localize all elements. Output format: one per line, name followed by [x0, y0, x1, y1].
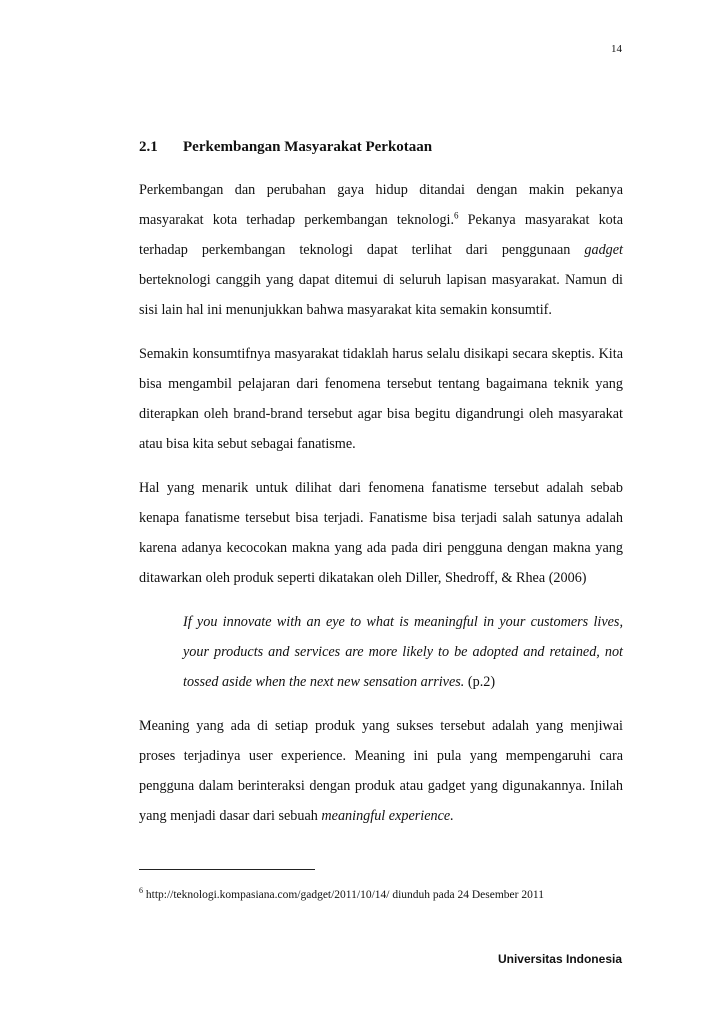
paragraph-1: [139, 175, 623, 325]
paragraph-3: Hal yang menarik untuk dilihat dari fenomena fanatisme tersebut adalah sebab kenapa fanatisme tersebut bisa terjadi. Fanatisme bisa terjadi salah satunya adalah karena adanya kecocokan makna yang ada pada diri pengguna dengan makna yang ditawarkan oleh produk seperti dikatakan oleh Diller, Shedroff, & Rhea (2006): [139, 480, 623, 586]
paragraph-4-text-a: Meaning yang ada di setiap produk yang sukses tersebut adalah yang menjiwai proses terjadinya user experience. Meaning ini pula yang mempengaruhi cara pengguna dalam berinteraksi dengan produk atau gadget yang digunakannya. Inilah yang menjadi dasar dari sebuah: [139, 718, 623, 824]
paragraph-4: [139, 711, 623, 831]
paragraph-1-text-b: Pekanya masyarakat kota terhadap perkembangan teknologi dapat terlihat dari penggunaan: [139, 212, 624, 258]
body-text: [139, 175, 623, 845]
paragraph-2: Semakin konsumtifnya masyarakat tidaklah harus selalu disikapi secara skeptis. Kita bisa mengambil pelajaran dari fenomena tersebut tentang bagaimana teknik yang diterapkan oleh brand-brand tersebut agar bisa begitu digandrungi oleh masyarakat atau bisa kita sebut sebagai fanatisme.: [139, 346, 623, 452]
section-number: 2.1: [139, 139, 158, 155]
section-heading: [139, 139, 623, 156]
footnote-reference: 6: [454, 210, 459, 221]
paragraph-4-italic-term: meaningful experience.: [321, 808, 454, 824]
footnote-text: http://teknologi.kompasiana.com/gadget/2011/10/14/ diunduh pada 24 Desember 2011: [143, 889, 544, 901]
footer-institution: Universitas Indonesia: [497, 952, 622, 966]
paragraph-1-italic-term: gadget: [584, 242, 623, 258]
footnote: [139, 886, 623, 901]
section-title: Perkembangan Masyarakat Perkotaan: [183, 139, 433, 155]
page-number: 14: [611, 43, 622, 55]
footnote-divider: [139, 869, 315, 870]
paragraph-1-text-c: berteknologi canggih yang dapat ditemui di seluruh lapisan masyarakat. Namun di sisi lain hal ini menunjukkan bahwa masyarakat kita semakin konsumtif.: [139, 272, 623, 318]
paragraph-1-text-a: Perkembangan dan perubahan gaya hidup ditandai dengan makin pekanya masyarakat kota terhadap perkembangan teknologi.: [139, 182, 623, 228]
block-quote: [183, 607, 623, 697]
quote-citation: (p.2): [464, 674, 496, 690]
quote-text: If you innovate with an eye to what is meaningful in your customers lives, your products and services are more likely to be adopted and retained, not tossed aside when the next new sensation arrives.: [183, 614, 623, 690]
footnote-marker: 6: [139, 886, 143, 896]
